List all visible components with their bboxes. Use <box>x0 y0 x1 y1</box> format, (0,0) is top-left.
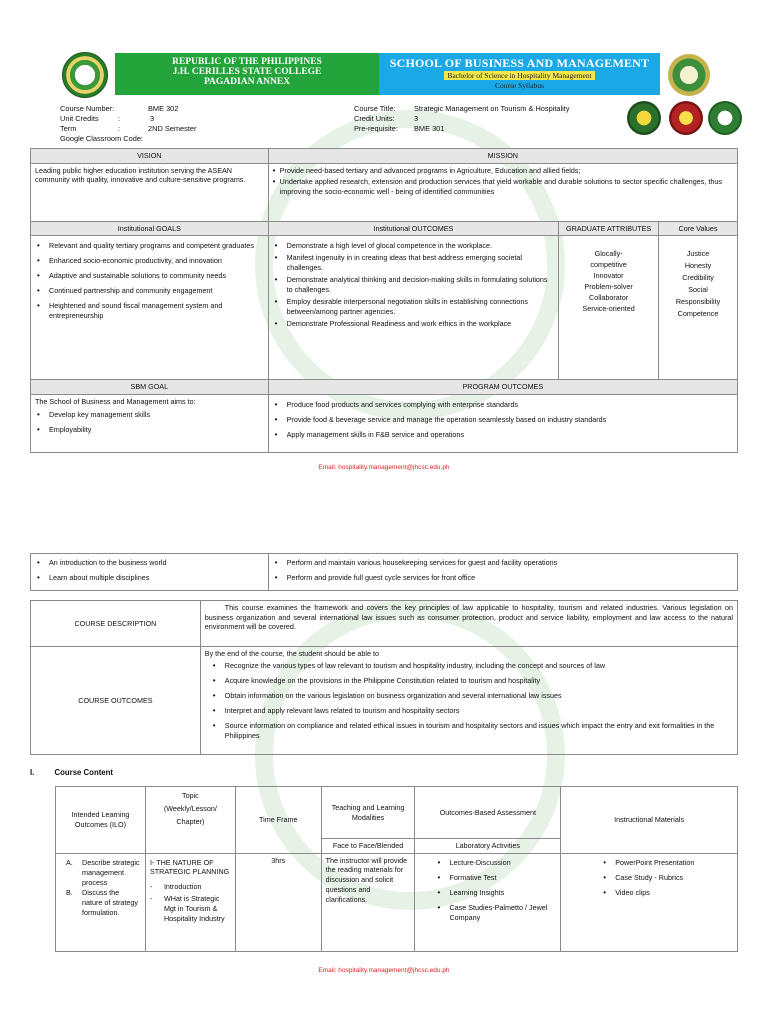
program-name: Bachelor of Science in Hospitality Management <box>444 71 594 80</box>
ilo-marker: B. <box>66 887 73 897</box>
course-outcome-item: • Acquire knowledge on the provisions in the Philippine Constitution related to tourism and hospitality <box>211 676 733 686</box>
assessment-header: Outcomes-Based Assessment <box>415 787 561 839</box>
core-values-cell <box>659 236 738 380</box>
outcome-item: • Demonstrate a high level of glocal competence in the workplace. <box>273 241 555 251</box>
course-description-text: This course examines the framework and covers the key principles of law applicable to hospitality, tourism and related industries. Various legislation on business organization and several international law issues such as consumer protection, product and service liability, employment and law access to the natural environment will be covered. <box>200 601 737 647</box>
attribute-item: Service-oriented <box>582 304 635 314</box>
core-value-item: Competence <box>677 309 719 319</box>
separator: : <box>118 114 121 123</box>
assessment-item: • Lecture-Discussion <box>435 858 556 868</box>
ilo-cell <box>56 853 146 951</box>
attribute-item: Glocally- <box>594 249 623 259</box>
mission-cell <box>268 163 737 221</box>
goals-cell <box>31 236 269 380</box>
credit-units: 3 <box>414 114 419 123</box>
prerequisite-label: Pre-requisite: <box>354 124 398 133</box>
ilo-text: Discuss the nature of strategy formulation. <box>82 887 138 917</box>
course-outcome-item: • Interpret and apply relevant laws related to tourism and hospitality sectors <box>211 706 733 716</box>
vision-text: Leading public higher education institution serving the ASEAN community with quality, innovative and culture-sensitive programs. <box>31 163 269 221</box>
topic-item: - WHat is Strategic Mgt in Tourism & Hospitality Industry <box>150 894 231 924</box>
ilo-marker: A. <box>66 857 73 867</box>
sbm-goal-intro: The School of Business and Management aims to: <box>35 397 196 407</box>
goal-item: • Adaptive and sustainable solutions to community needs <box>35 271 264 281</box>
accreditation-seal-logo <box>669 101 703 135</box>
sbm-goal-item: • Employability <box>35 425 264 435</box>
course-number-label: Course Number: <box>60 104 115 113</box>
ilo-header: Intended Learning Outcomes (ILO) <box>56 787 146 854</box>
topic-item-text: WHat is Strategic Mgt in Tourism & Hospitality Industry <box>163 894 225 924</box>
section-title: Course Content <box>54 768 113 777</box>
sbm-goal-item: • Develop key management skills <box>35 410 264 420</box>
outcome-item: • Demonstrate analytical thinking and decision-making skills in formulating solutions to challenges. <box>273 275 555 295</box>
core-value-item: Credibility <box>682 273 714 283</box>
goal-item: • Heightened and sound fiscal management system and entrepreneurship <box>35 301 264 321</box>
core-values-heading: Core Values <box>659 221 738 236</box>
modalities-header: Teaching and Learning Modalities <box>321 787 415 839</box>
college-seal-logo <box>62 52 108 98</box>
institution-banner <box>115 53 379 95</box>
time-frame-cell: 3hrs <box>235 853 321 951</box>
materials-cell <box>561 853 738 951</box>
program-outcome-item: • Produce food products and services complying with enterprise standards <box>273 400 733 410</box>
course-description-label: COURSE DESCRIPTION <box>31 601 201 647</box>
course-content-heading <box>30 768 113 779</box>
material-item: • Video clips <box>601 888 733 898</box>
term-label: Term <box>60 124 77 133</box>
school-name: SCHOOL OF BUSINESS AND MANAGEMENT <box>389 56 650 70</box>
term: 2ND Semester <box>148 124 197 133</box>
sbm-goal-cell <box>31 395 269 453</box>
attributes-heading: GRADUATE ATTRIBUTES <box>559 221 659 236</box>
annex-line: PAGADIAN ANNEX <box>203 77 291 87</box>
core-value-item: Responsibility <box>675 297 721 307</box>
time-frame-header: Time Frame <box>235 787 321 854</box>
outcomes-heading: Institutional OUTCOMES <box>268 221 559 236</box>
face-to-face-header: Face to Face/Blended <box>321 839 415 854</box>
continued-outcomes-table <box>30 553 738 591</box>
program-outcomes-cell <box>268 395 737 453</box>
course-outcomes-label: COURSE OUTCOMES <box>31 647 201 755</box>
unit-credits: 3 <box>150 114 155 123</box>
outcome-item: • Demonstrate Professional Readiness and work ethics in the workplace <box>273 319 555 329</box>
vision-heading: VISION <box>31 149 269 164</box>
course-title-label: Course Title: <box>354 104 396 113</box>
material-item: • PowerPoint Presentation <box>601 858 733 868</box>
school-banner <box>379 53 660 95</box>
credit-units-label: Credit Units: <box>354 114 395 123</box>
course-content-table <box>55 786 738 952</box>
ilo-item <box>66 858 141 888</box>
accreditation-seal-logo <box>627 101 661 135</box>
sbm-goal-item: • Learn about multiple disciplines <box>35 573 264 583</box>
school-seal-logo <box>668 54 710 96</box>
continued-right-cell <box>268 554 737 591</box>
assessment-item: • Formative Test <box>435 873 556 883</box>
course-title: Strategic Management on Tourism & Hospitality <box>414 104 570 113</box>
program-outcome-item: • Apply management skills in F&B service and operations <box>273 430 733 440</box>
section-number: I. <box>30 768 35 777</box>
goal-item: • Continued partnership and community engagement <box>35 286 264 296</box>
goal-item: • Relevant and quality tertiary programs and competent graduates <box>35 241 264 251</box>
syllabus-label: Course Syllabus <box>495 81 544 91</box>
attribute-item: Innovator <box>593 271 624 281</box>
footer-email: Email: hospitality.management@jhcsc.edu.ph <box>318 967 450 974</box>
program-outcome-item: • Provide food & beverage service and manage the operation seamlessly based on industry standards <box>273 415 733 425</box>
topic-item: - Introduction <box>149 882 202 892</box>
topic-item-text: Introduction <box>163 882 202 892</box>
course-outcome-item: • Source information on compliance and related ethical issues in tourism and hospitality sectors and issues which impact the entry and exit formalities in the Philippines <box>211 721 733 741</box>
mission-heading: MISSION <box>268 149 737 164</box>
attribute-item: competitive <box>590 260 627 270</box>
sbm-goal-item: • An introduction to the business world <box>35 558 264 568</box>
accreditation-seal-logo <box>708 101 742 135</box>
outcome-item: • Employ desirable interpersonal negotiation skills in establishing connections between/among partner agencies. <box>273 297 555 317</box>
goals-heading: Institutional GOALS <box>31 221 269 236</box>
attribute-item: Problem-solver <box>584 282 633 292</box>
core-value-item: Honesty <box>684 261 712 271</box>
core-value-item: Social <box>688 285 708 295</box>
assessment-item: • Case Studies-Palmetto / Jewel Company <box>435 903 556 923</box>
prerequisite: BME 301 <box>414 124 445 133</box>
separator: : <box>118 124 121 133</box>
goal-item: • Enhanced socio-economic productivity, and innovation <box>35 256 264 266</box>
mission-item: • Undertake applied research, extension and production services that yield workable and durable solutions to sector specific challenges, thus improving the socio-economic well - being of identified communities <box>273 177 733 197</box>
ilo-text: Describe strategic management process <box>82 857 140 887</box>
materials-header: Instructional Materials <box>561 787 738 854</box>
program-outcome-item: • Perform and provide full guest cycle services for front office <box>273 573 733 583</box>
course-number: BME 302 <box>148 104 179 113</box>
course-outcomes-cell <box>200 647 737 755</box>
college-line: J.H. CERILLES STATE COLLEGE <box>172 67 322 77</box>
topic-title: I- THE NATURE OF STRATEGIC PLANNING <box>149 857 230 877</box>
attributes-cell <box>559 236 659 380</box>
attribute-item: Collaborator <box>589 293 629 303</box>
mission-item: • Provide need-based tertiary and advanced programs in Agriculture, Education and allied fields; <box>273 166 733 176</box>
program-outcome-item: • Perform and maintain various housekeeping services for guest and facility operations <box>273 558 733 568</box>
course-outcome-item: • Obtain information on the various legislation on business organization and several international law issues <box>211 691 733 701</box>
continued-left-cell <box>31 554 269 591</box>
program-outcomes-heading: PROGRAM OUTCOMES <box>268 380 737 395</box>
vmgo-table <box>30 148 738 453</box>
classroom-code-label: Google Classroom Code: <box>60 134 143 143</box>
unit-credits-label: Unit Credits <box>60 114 99 123</box>
outcomes-cell <box>268 236 559 380</box>
sbm-goal-heading: SBM GOAL <box>31 380 269 395</box>
topic-cell <box>145 853 235 951</box>
material-item: • Case Study - Rubrics <box>601 873 733 883</box>
republic-line: REPUBLIC OF THE PHILIPPINES <box>172 57 322 67</box>
assessment-cell <box>415 853 561 951</box>
topic-header: Topic (Weekly/Lesson/ Chapter) <box>145 787 235 854</box>
modalities-cell: The instructor will provide the reading materials for discussion and solicit questions and clarifications. <box>321 853 415 951</box>
laboratory-header: Laboratory Activities <box>415 839 561 854</box>
footer-email: Email: hospitality.management@jhcsc.edu.ph <box>318 464 450 471</box>
course-info <box>60 104 620 149</box>
ilo-item <box>66 888 141 918</box>
outcome-item: • Manifest ingenuity in in creating ideas that best address emerging societal challenges. <box>273 253 555 273</box>
course-details-table <box>30 600 738 755</box>
course-outcome-item: • Recognize the various types of law relevant to tourism and hospitality industry, including the concept and sources of law <box>211 661 733 671</box>
assessment-item: • Learning Insights <box>435 888 556 898</box>
core-value-item: Justice <box>686 249 710 259</box>
course-outcomes-intro: By the end of the course, the student should be able to <box>204 649 380 658</box>
